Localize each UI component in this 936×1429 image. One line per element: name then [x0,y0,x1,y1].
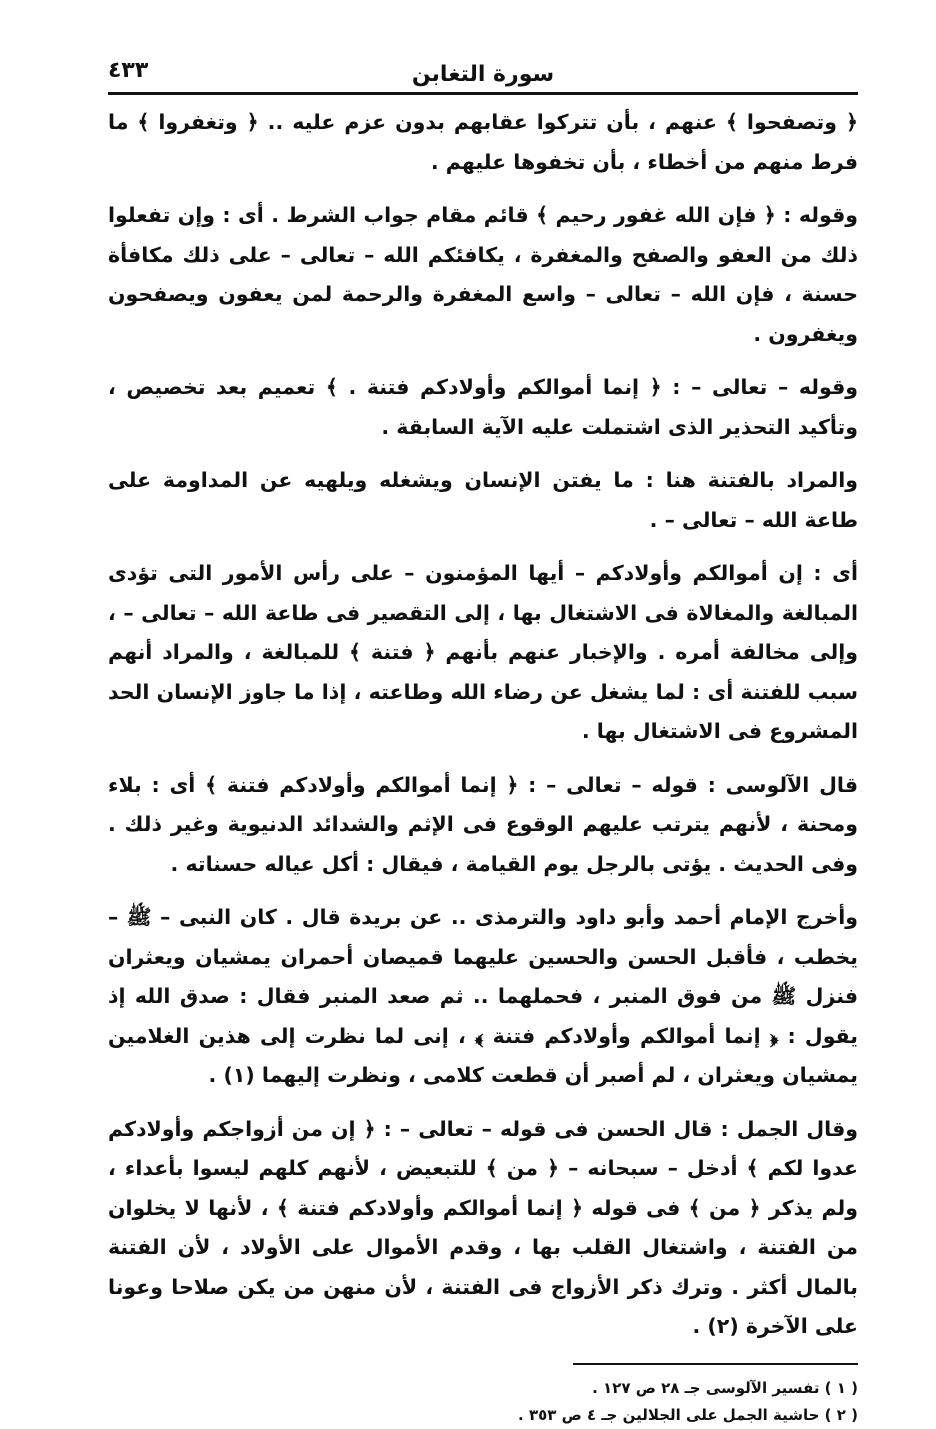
footnote: ( ٢ ) حاشية الجمل على الجلالين جـ ٤ ص ٣٥٣ . [518,1405,858,1424]
footnote: ( ١ ) تفسير الآلوسى جـ ٢٨ ص ١٢٧ . [592,1378,858,1397]
paragraph: وقوله : ﴿ فإن الله غفور رحيم ﴾ قائم مقام جواب الشرط . أى : وإن تفعلوا ذلك من العفو والصفح والمغفرة ، يكافئكم الله – تعالى – على ذلك مكافأة حسنة ، فإن الله – تعالى – واسع المغفرة والرحمة لمن يعفون ويصفحون ويغفرون . [108,203,858,346]
footnotes [108,1363,858,1429]
paragraph: أى : إن أموالكم وأولادكم – أيها المؤمنون – على رأس الأمور التى تؤدى المبالغة والمغالاة فى الاشتغال بها ، إلى التقصير فى طاعة الله – تعالى – ، وإلى مخالفة أمره . والإخبار عنهم بأنهم ﴿ فتنة ﴾ للمبالغة ، والمراد أنهم سبب للفتنة أى : لما يشغل عن رضاء الله وطاعته ، إذا ما جاوز الإنسان الحد المشروع فى الاشتغال بها . [108,561,858,743]
paragraph: والمراد بالفتنة هنا : ما يفتن الإنسان ويشغله ويلهيه عن المداومة على طاعة الله – تعالى – . [108,468,858,532]
paragraph: ﴿ وتصفحوا ﴾ عنهم ، بأن تتركوا عقابهم بدون عزم عليه .. ﴿ وتغفروا ﴾ ما فرط منهم من أخطاء ، بأن تخفوها عليهم . [108,110,858,174]
page-header [108,56,858,95]
page-number: ٤٣٣ [108,58,149,83]
paragraph: وقال الجمل : قال الحسن فى قوله – تعالى – : ﴿ إن من أزواجكم وأولادكم عدوا لكم ﴾ أدخل – سبحانه – ﴿ من ﴾ للتبعيض ، لأنهم كلهم ليسوا بأعداء ، ولم يذكر ﴿ من ﴾ فى قوله ﴿ إنما أموالكم وأولادكم فتنة ﴾ ، لأنها لا يخلوان من الفتنة ، واشتغال القلب بها ، وقدم الأموال على الأولاد ، لأن الفتنة بالمال أكثر . وترك ذكر الأزواج فى الفتنة ، لأن منهن من يكن صلاحا وعونا على الآخرة (٢) . [108,1116,858,1338]
paragraph: وقوله – تعالى – : ﴿ إنما أموالكم وأولادكم فتنة . ﴾ تعميم بعد تخصيص ، وتأكيد التحذير الذى اشتملت عليه الآية السابقة . [108,375,858,439]
body-text [108,103,858,1347]
paragraph: وأخرج الإمام أحمد وأبو داود والترمذى .. عن بريدة قال . كان النبى – ﷺ – يخطب ، فأقبل الحسن والحسين عليهما قميصان أحمران يمشيان ويعثران فنزل ﷺ من فوق المنبر ، فحملهما .. ثم صعد المنبر فقال : صدق الله إذ يقول : ﴿ إنما أموالكم وأولادكم فتنة ﴾ ، إنى لما نظرت إلى هذين الغلامين يمشيان ويعثران ، لم أصبر أن قطعت كلامى ، ونظرت إليهما (١) . [108,905,858,1087]
footnote-divider [573,1363,858,1365]
surah-title: سورة التغابن [411,61,555,87]
paragraph: قال الآلوسى : قوله – تعالى – : ﴿ إنما أموالكم وأولادكم فتنة ﴾ أى : بلاء ومحنة ، لأنهم يترتب عليهم الوقوع فى الإثم والشدائد الدنيوية وغير ذلك . وفى الحديث . يؤتى بالرجل يوم القيامة ، فيقال : أكل عياله حسناته . [108,772,858,876]
